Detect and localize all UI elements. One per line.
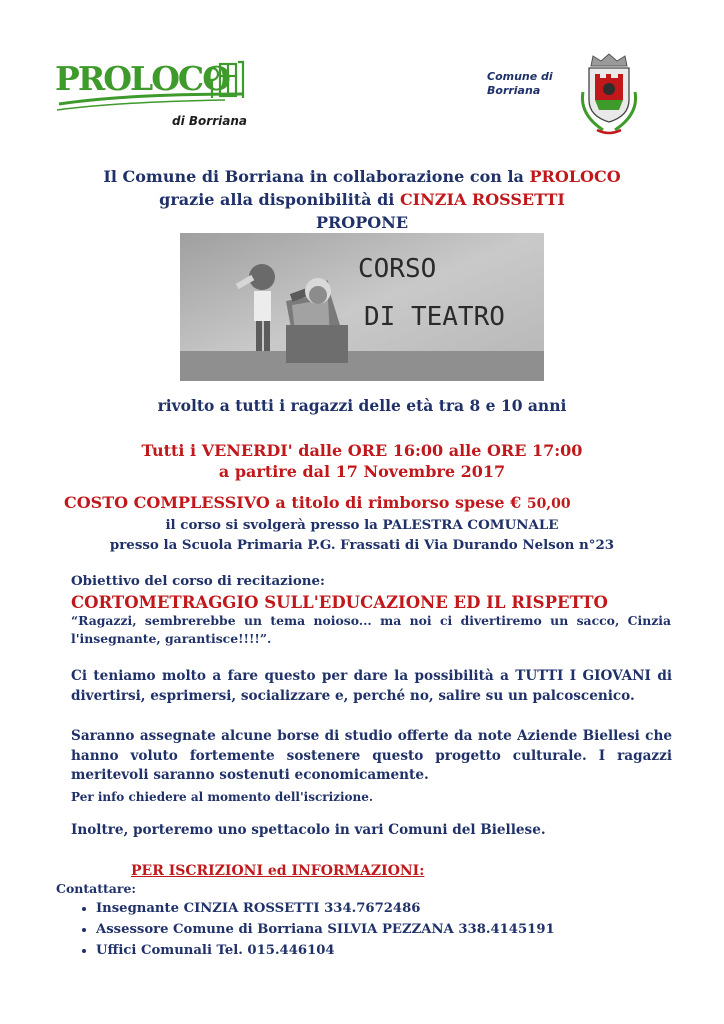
comune-label [487, 70, 553, 98]
objective-label: Obiettivo del corso di recitazione: [71, 573, 325, 589]
comune-label-line2: Borriana [487, 84, 541, 97]
teacher-highlight: CINZIA ROSSETTI [399, 190, 565, 209]
comune-label-line1: Comune di [487, 70, 553, 83]
contacts-label: Contattare: [56, 881, 137, 896]
crest-icon [573, 52, 645, 138]
proloco-highlight: PROLOCO [529, 167, 621, 186]
contact-item: • Assessore Comune di Borriana SILVIA PEZZANA 338.4145191 [96, 919, 656, 940]
paragraph-shows: Inoltre, porteremo uno spettacolo in vari Comuni del Biellese. [71, 822, 546, 838]
intro-line2: grazie alla disponibilità di CINZIA ROSSETTI [159, 190, 565, 209]
logo-subtitle: di Borriana [172, 114, 247, 128]
location-line1: il corso si svolgerà presso la PALESTRA COMUNALE [165, 517, 559, 533]
paragraph-giovani: Ci teniamo molto a fare questo per dare la possibilità a TUTTI I GIOVANI di divertirsi, esprimersi, socializzare e, perché no, salire su un palcoscenico. [71, 668, 672, 704]
info-note: Per info chiedere al momento dell'iscrizione. [71, 790, 374, 804]
intro-propone: PROPONE [315, 213, 409, 232]
objective-title: CORTOMETRAGGIO SULL'EDUCAZIONE ED IL RISPETTO [71, 593, 608, 612]
intro-line1: Il Comune di Borriana in collaborazione con la PROLOCO [103, 167, 621, 186]
objective-quote: “Ragazzi, sembrerebbe un tema noioso... ma noi ci divertiremo un sacco, Cinzia l'insegnante, garantisce!!!!”. [71, 613, 671, 646]
schedule-line2: a partire dal 17 Novembre 2017 [218, 462, 506, 481]
paragraph-scholarships: Saranno assegnate alcune borse di studio offerte da note Aziende Biellesi che hanno voluto fortemente sostenere questo progetto culturale. I ragazzi meritevoli saranno sostenuti economicamente. [71, 728, 672, 783]
theatre-photo [180, 233, 544, 381]
contacts-list [56, 898, 656, 961]
contacts-heading: PER ISCRIZIONI ed INFORMAZIONI: [131, 863, 425, 879]
photo-text-line2: DI TEATRO [364, 302, 505, 332]
contact-item: • Uffici Comunali Tel. 015.446104 [96, 940, 656, 961]
cost-line: COSTO COMPLESSIVO a titolo di rimborso spese € 50,00 [64, 493, 571, 512]
location-line2: presso la Scuola Primaria P.G. Frassati di Via Durando Nelson n°23 [109, 537, 615, 553]
photo-text-line1: CORSO [358, 254, 437, 284]
schedule-line1: Tutti i VENERDI' dalle ORE 16:00 alle ORE 17:00 [141, 441, 583, 460]
cost-amount: 50,00 [526, 496, 571, 512]
contact-item: • Insegnante CINZIA ROSSETTI 334.7672486 [96, 898, 656, 919]
audience-line: rivolto a tutti i ragazzi delle età tra 8 e 10 anni [157, 396, 567, 415]
logo-wordmark: PROLOCO [55, 59, 229, 98]
proloco-logo [55, 58, 250, 138]
